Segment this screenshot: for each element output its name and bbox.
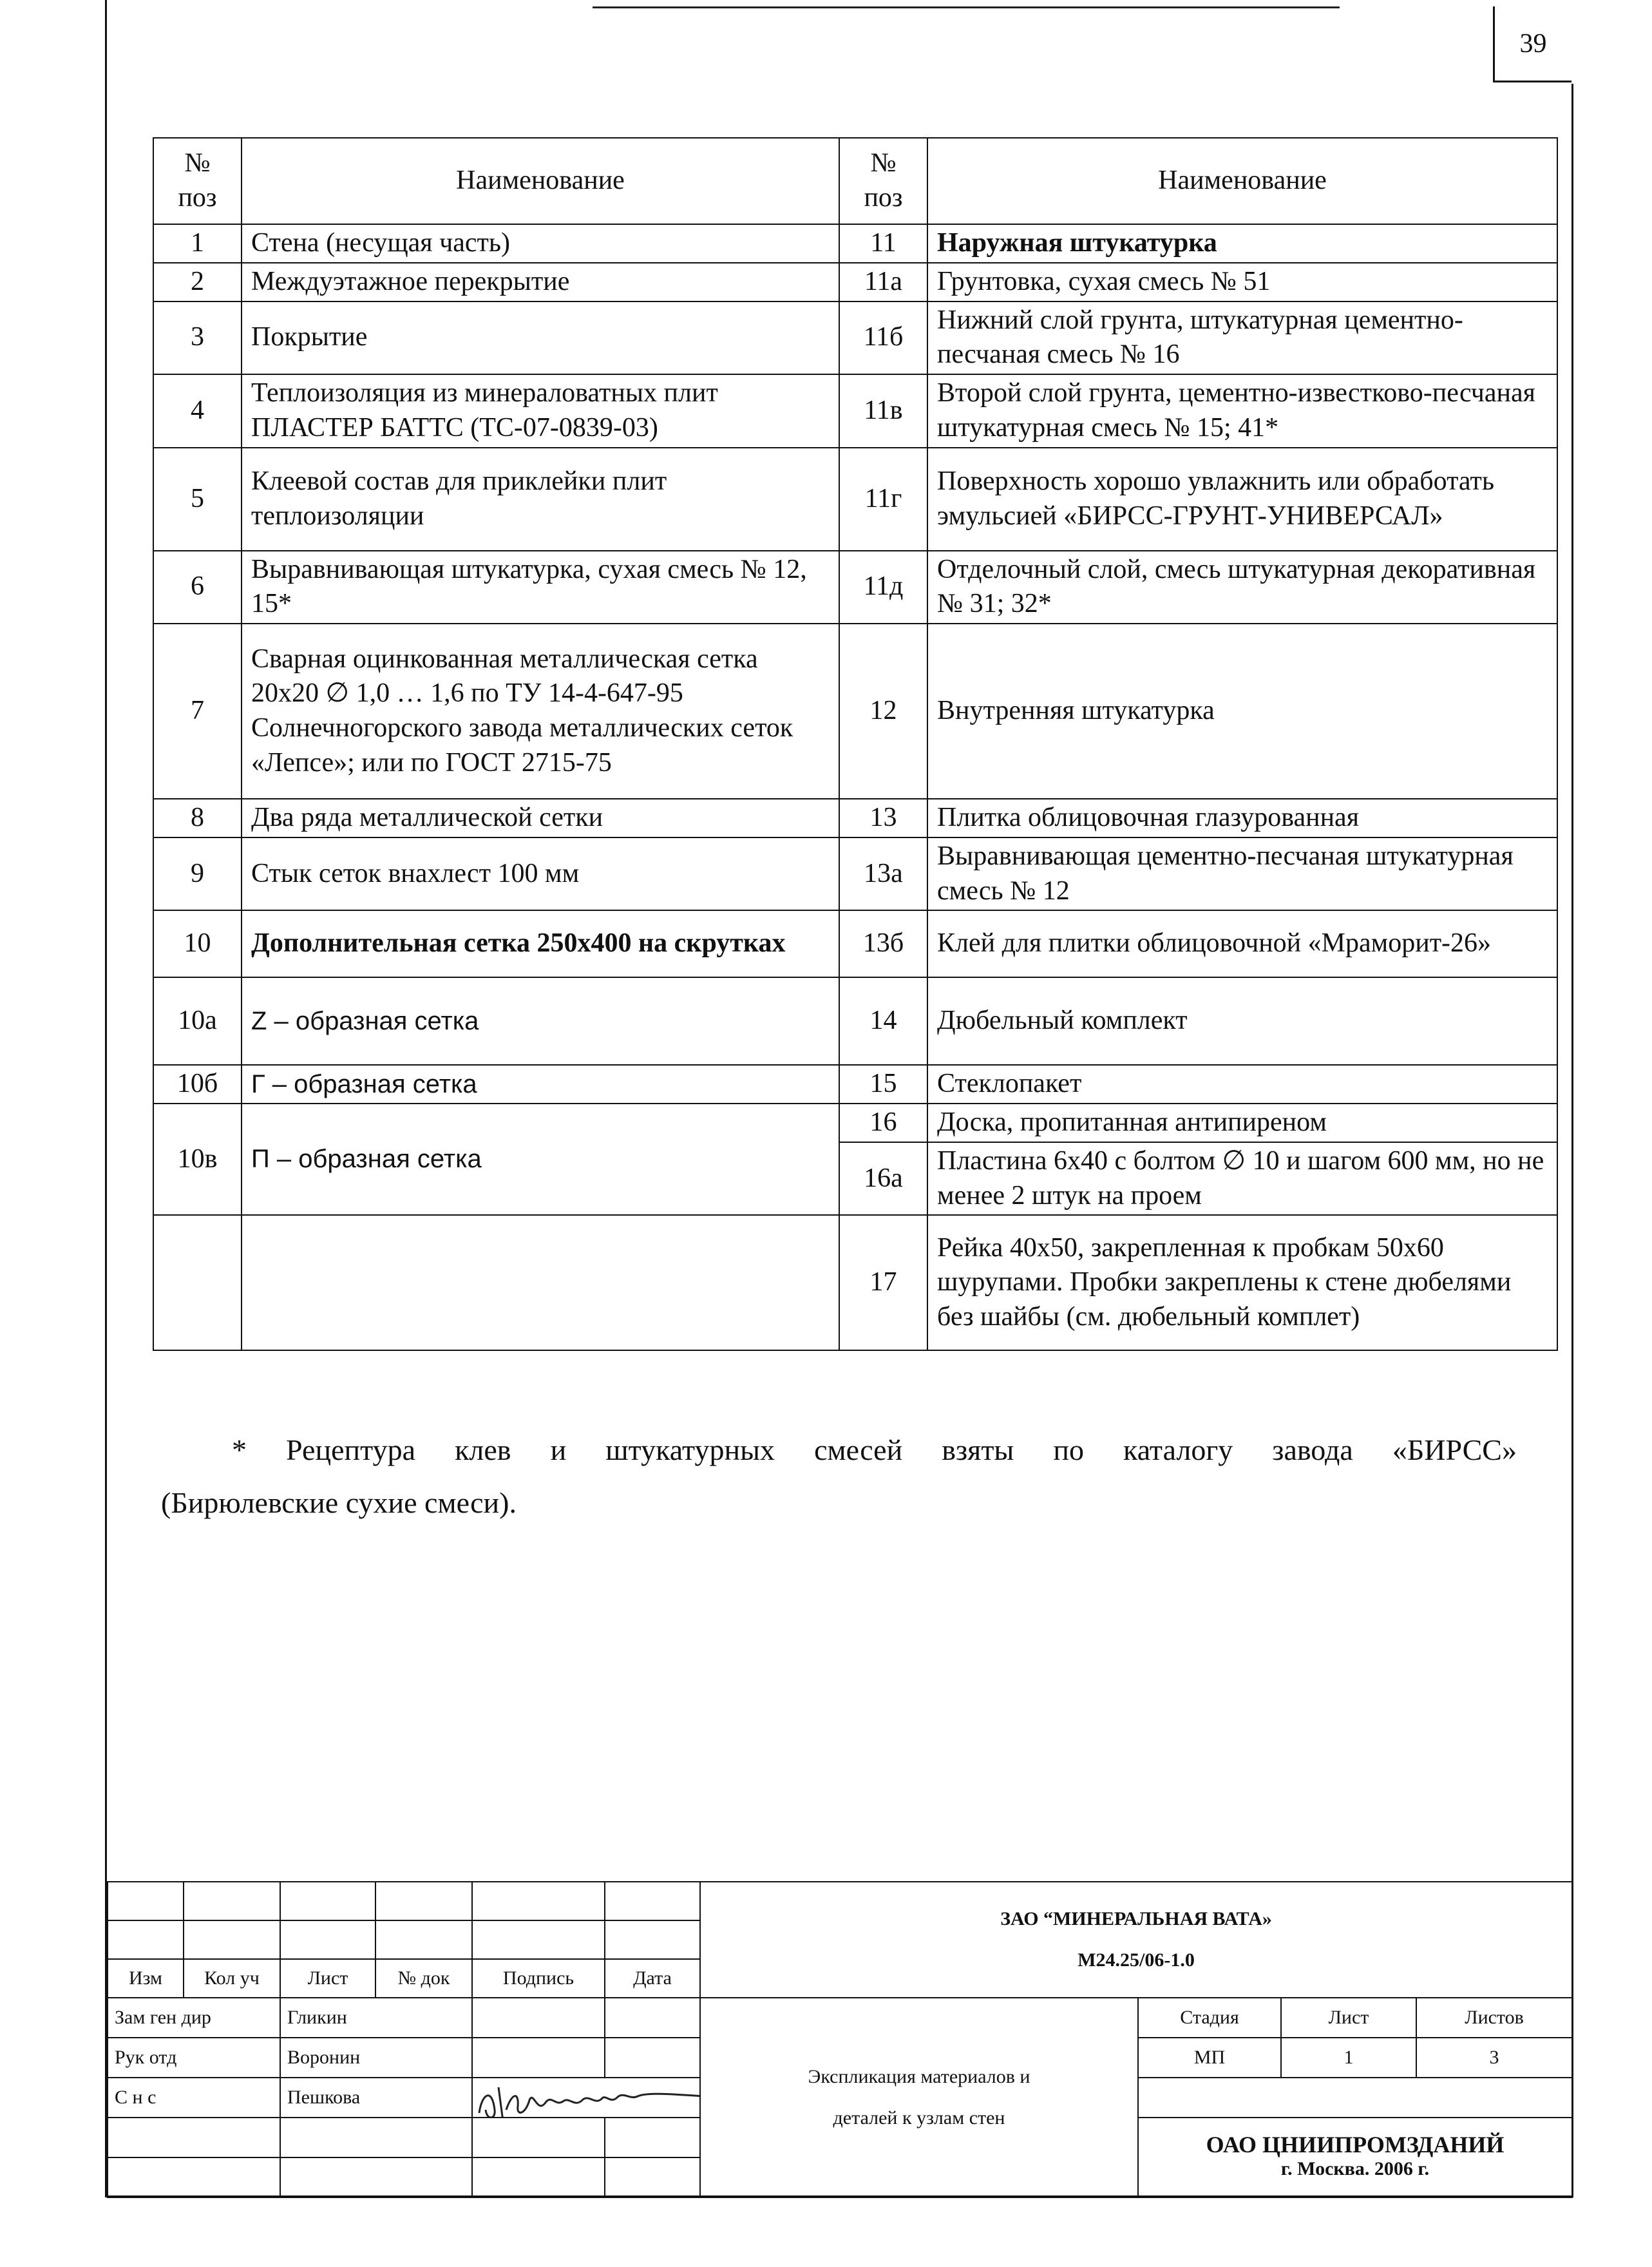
name-cell: Выравнивающая штукатурка, сухая смесь № 12, 15* (242, 551, 839, 624)
sheets-value: 3 (1416, 2038, 1572, 2078)
name-cell: Клеевой состав для приклейки плит теплоизоляции (242, 448, 839, 551)
col-nom-dok: № док (375, 1959, 472, 1998)
pos-cell: 12 (839, 624, 927, 799)
pos-cell: 13 (839, 799, 927, 837)
staff-name: Воронин (280, 2038, 472, 2078)
pos-cell: 14 (839, 977, 927, 1065)
header-name-left: Наименование (242, 138, 839, 224)
name-cell: Г – образная сетка (242, 1065, 839, 1104)
name-cell: Теплоизоляция из минераловатных плит ПЛАСТЕР БАТТС (ТС-07-0839-03) (242, 374, 839, 448)
pos-cell: 10 (153, 910, 242, 977)
footnote-line-2: (Бирюлевские сухие смеси). (161, 1486, 517, 1519)
company-name: ЗАО “МИНЕРАЛЬНАЯ ВАТА» (1000, 1908, 1272, 1929)
pos-cell: 11г (839, 448, 927, 551)
table-row (153, 224, 1557, 263)
footnote (161, 1424, 1517, 1529)
staff-role: Рук отд (108, 2038, 280, 2078)
organization-name: ОАО ЦНИИПРОМЗДАНИЙ (1206, 2132, 1505, 2157)
pos-cell: 11д (839, 551, 927, 624)
name-cell: Второй слой грунта, цементно-известково-песчаная штукатурная смесь № 15; 41* (927, 374, 1557, 448)
header-pos-left: № поз (153, 138, 242, 224)
name-cell: Наружная штукатурка (927, 224, 1557, 263)
pos-cell: 11а (839, 263, 927, 301)
stage-label: Стадия (1138, 1998, 1281, 2038)
table-row (153, 1104, 1557, 1142)
name-cell: Междуэтажное перекрытие (242, 263, 839, 301)
pos-cell: 11 (839, 224, 927, 263)
pos-cell: 2 (153, 263, 242, 301)
col-podpis: Подпись (472, 1959, 605, 1998)
title-block (107, 1881, 1573, 2198)
sheet-label: Лист (1281, 1998, 1416, 2038)
name-cell: Доска, пропитанная антипиреном (927, 1104, 1557, 1142)
footnote-line-1: * Рецептура клев и штукатурных смесей взяты по каталогу завода «БИРСС» (232, 1433, 1517, 1466)
document-title-cell (700, 1998, 1138, 2197)
pos-cell: 8 (153, 799, 242, 837)
pos-cell: 10б (153, 1065, 242, 1104)
table-row (153, 837, 1557, 911)
pos-cell: 10а (153, 977, 242, 1065)
top-rule (593, 6, 1340, 8)
name-cell: П – образная сетка (242, 1104, 839, 1215)
pos-cell: 4 (153, 374, 242, 448)
pos-cell (153, 1215, 242, 1350)
pos-cell: 1 (153, 224, 242, 263)
staff-name: Гликин (280, 1998, 472, 2038)
table-row (153, 374, 1557, 448)
name-cell: Два ряда металлической сетки (242, 799, 839, 837)
name-cell: Пластина 6х40 с болтом ∅ 10 и шагом 600 мм, но не менее 2 штук на проем (927, 1142, 1557, 1216)
pos-cell: 11б (839, 301, 927, 375)
pos-cell: 16 (839, 1104, 927, 1142)
document-title-line-1: Экспликация материалов и (808, 2066, 1030, 2087)
name-cell: Сварная оцинкованная металлическая сетка 20х20 ∅ 1,0 … 1,6 по ТУ 14-4-647-95 Солнечногорского завода металлических сеток «Лепсе»; или по ГОСТ 2715-75 (242, 624, 839, 799)
name-cell: Отделочный слой, смесь штукатурная декоративная № 31; 32* (927, 551, 1557, 624)
staff-name: Пешкова (280, 2078, 472, 2118)
city-year: г. Москва. 2006 г. (1280, 2158, 1430, 2179)
name-cell: Поверхность хорошо увлажнить или обработать эмульсией «БИРСС-ГРУНТ-УНИВЕРСАЛ» (927, 448, 1557, 551)
name-cell: Дополнительная сетка 250х400 на скрутках (242, 910, 839, 977)
table-row (153, 1065, 1557, 1104)
frame-left-border (105, 0, 107, 2197)
name-cell: Клей для плитки облицовочной «Мраморит-26» (927, 910, 1557, 977)
name-cell: Z – образная сетка (242, 977, 839, 1065)
company-cell (700, 1882, 1572, 1998)
table-row (153, 1215, 1557, 1350)
pos-cell: 5 (153, 448, 242, 551)
pos-cell: 11в (839, 374, 927, 448)
document-title-line-2: деталей к узлам стен (833, 2107, 1005, 2128)
pos-cell: 13б (839, 910, 927, 977)
pos-cell: 6 (153, 551, 242, 624)
name-cell: Рейка 40х50, закрепленная к пробкам 50х60 шурупами. Пробки закреплены к стене дюбелями без шайбы (см. дюбельный комплет) (927, 1215, 1557, 1350)
header-pos-right: № поз (839, 138, 927, 224)
table-row (153, 624, 1557, 799)
pos-cell: 10в (153, 1104, 242, 1215)
table-header-row (153, 138, 1557, 224)
name-cell: Покрытие (242, 301, 839, 375)
signature-cell (472, 2078, 700, 2118)
pos-cell: 17 (839, 1215, 927, 1350)
name-cell: Плитка облицовочная глазурованная (927, 799, 1557, 837)
pos-cell: 7 (153, 624, 242, 799)
header-name-right: Наименование (927, 138, 1557, 224)
pos-cell: 3 (153, 301, 242, 375)
name-cell: Дюбельный комплект (927, 977, 1557, 1065)
table-row (153, 799, 1557, 837)
table-row (153, 263, 1557, 301)
table-row (153, 910, 1557, 977)
col-list: Лист (280, 1959, 375, 1998)
sheets-label: Листов (1416, 1998, 1572, 2038)
organization-cell (1138, 2118, 1572, 2197)
name-cell: Нижний слой грунта, штукатурная цементно-песчаная смесь № 16 (927, 301, 1557, 375)
table-row (153, 448, 1557, 551)
name-cell: Стык сеток внахлест 100 мм (242, 837, 839, 911)
name-cell: Стена (несущая часть) (242, 224, 839, 263)
name-cell: Стеклопакет (927, 1065, 1557, 1104)
staff-role: С н с (108, 2078, 280, 2118)
sheet-value: 1 (1281, 2038, 1416, 2078)
name-cell (242, 1215, 839, 1350)
frame-right-border (1571, 84, 1573, 2197)
stage-value: МП (1138, 2038, 1281, 2078)
pos-cell: 16а (839, 1142, 927, 1216)
pos-cell: 13а (839, 837, 927, 911)
name-cell: Внутренняя штукатурка (927, 624, 1557, 799)
name-cell: Грунтовка, сухая смесь № 51 (927, 263, 1557, 301)
col-kol-uch: Кол уч (184, 1959, 280, 1998)
staff-role: Зам ген дир (108, 1998, 280, 2038)
table-row (153, 977, 1557, 1065)
table-row (153, 301, 1557, 375)
col-data: Дата (605, 1959, 700, 1998)
signature-icon (473, 2078, 700, 2118)
materials-table (153, 137, 1558, 1351)
page-number: 39 (1493, 6, 1571, 82)
name-cell: Выравнивающая цементно-песчаная штукатурная смесь № 12 (927, 837, 1557, 911)
col-izm: Изм (108, 1959, 184, 1998)
pos-cell: 9 (153, 837, 242, 911)
table-row (153, 551, 1557, 624)
document-code: М24.25/06-1.0 (1078, 1949, 1195, 1971)
pos-cell: 15 (839, 1065, 927, 1104)
